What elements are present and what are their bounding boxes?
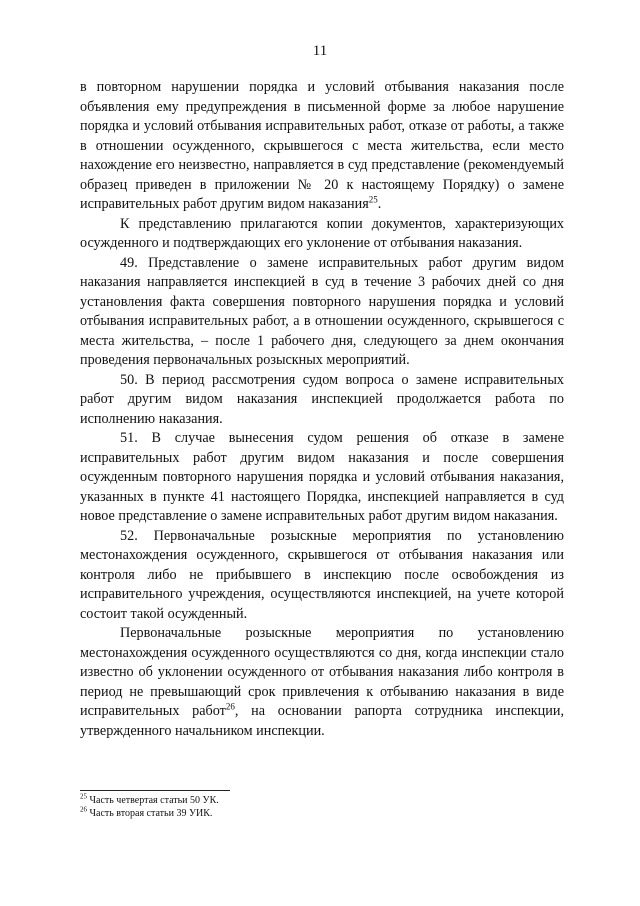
paragraph-item-52 xyxy=(80,527,564,625)
footnote-mark: 25 xyxy=(80,792,87,801)
paragraph-text: 51. В случае вынесения судом решения об отказе в замене исправительных работ другим видом наказания и после совершения осужденным повторного нарушения порядка и условий отбывания наказания, указанных в пункте 41 настоящего Порядка, инспекцией направляется в суд новое представление о замене исправительных работ другим видом наказания. xyxy=(80,430,564,524)
paragraph-text: Первоначальные розыскные мероприятия по установлению местонахождения осужденного осуществляются со дня, когда инспекции стало известно об уклонении осужденного от отбывания наказания либо контроля в период не превышающий срок привлечения к отбыванию наказания в виде исправительных работ xyxy=(80,625,564,719)
footnote-26 xyxy=(80,807,564,820)
document-body xyxy=(80,78,564,741)
footnote-25 xyxy=(80,794,564,807)
paragraph-item-50 xyxy=(80,371,564,430)
paragraph-continuation xyxy=(80,78,564,215)
paragraph-search-start xyxy=(80,624,564,741)
paragraph-tail: , на основании рапорта сотрудника инспекции, утвержденного начальником инспекции. xyxy=(80,703,564,739)
footnotes xyxy=(80,794,564,820)
paragraph-text: в повторном нарушении порядка и условий отбывания наказания после объявления ему предупреждения в письменной форме за любое нарушение порядка и условий отбывания исправительных работ, отказе от работы, а также в отношении осужденного, скрывшегося с места жительства, если место нахождение его неизвестно, направляется в суд представление (рекомендуемый образец приведен в приложении № 20 к настоящему Порядку) о замене исправительных работ другим видом наказания xyxy=(80,79,564,212)
paragraph-text: 52. Первоначальные розыскные мероприятия по установлению местонахождения осужденного, скрывшегося от отбывания наказания или контроля либо не прибывшего в инспекцию после освобождения из исправительного учреждения, осуществляются инспекцией, на учете которой состоит такой осужденный. xyxy=(80,527,564,622)
footnote-mark: 26 xyxy=(80,805,87,814)
paragraph-text: 49. Представление о замене исправительных работ другим видом наказания направляется инспекцией в суд в течение 3 рабочих дней со дня установления факта совершения повторного нарушения порядка и условий отбывания исправительных работ, а в отношении осужденного, скрывшегося с места жительства, – после 1 рабочего дня, следующего за днем окончания проведения первоначальных розыскных мероприятий. xyxy=(80,254,564,368)
paragraph-text: К представлению прилагаются копии документов, характеризующих осужденного и подтверждающих его уклонение от отбывания наказания. xyxy=(80,215,564,251)
paragraph-tail: . xyxy=(377,196,382,212)
paragraph-item-49 xyxy=(80,254,564,371)
footnote-divider xyxy=(80,790,230,791)
footnote-text: Часть четвертая статьи 50 УК. xyxy=(89,795,219,806)
footnote-text: Часть вторая статьи 39 УИК. xyxy=(89,808,213,819)
page-number: 11 xyxy=(312,43,328,59)
paragraph-text: 50. В период рассмотрения судом вопроса о замене исправительных работ другим видом наказания инспекцией продолжается работа по исполнению наказания. xyxy=(80,371,564,427)
footnote-reference[interactable]: 25 xyxy=(368,194,378,205)
paragraph-attachments xyxy=(80,215,564,254)
paragraph-item-51 xyxy=(80,429,564,527)
footnote-reference[interactable]: 26 xyxy=(225,701,235,712)
